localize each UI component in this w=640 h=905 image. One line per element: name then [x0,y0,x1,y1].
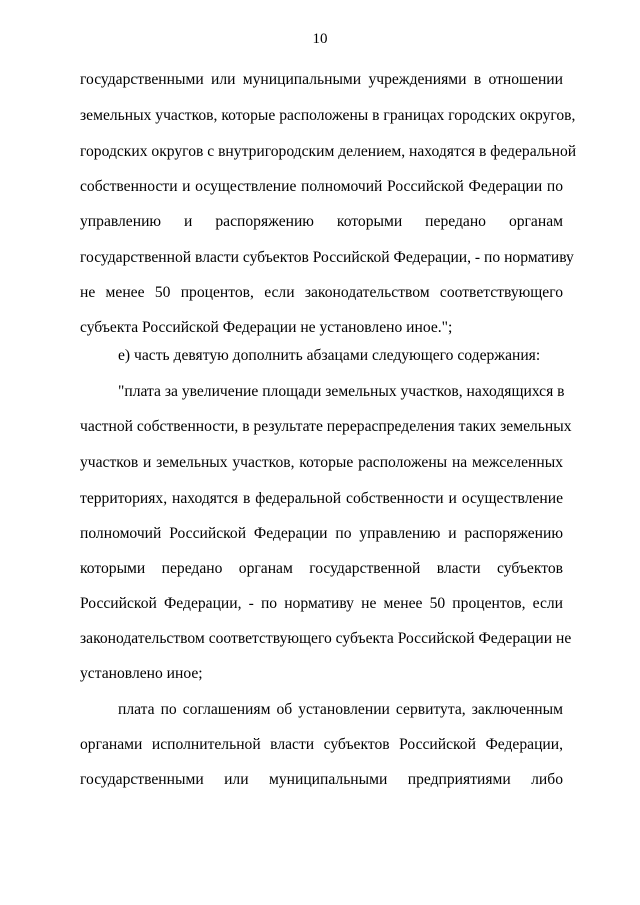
text-line-13: территориях, находятся в федеральной собственности и осуществление [80,490,563,507]
page-number: 10 [312,31,328,47]
text-line-20: органами исполнительной власти субъектов Российской Федерации, [80,736,563,753]
text-line-12: участков и земельных участков, которые расположены на межселенных [80,454,563,471]
text-line-15: которыми передано органам государственной власти субъектов [80,560,563,577]
text-line-7: не менее 50 процентов, если законодательством соответствующего [80,284,563,301]
text-line-1: государственными или муниципальными учреждениями в отношении [80,71,563,88]
text-line-9: е) часть девятую дополнить абзацами следующего содержания: [118,347,541,364]
text-line-17: законодательством соответствующего субъекта Российской Федерации не [80,630,572,647]
text-line-2: земельных участков, которые расположены в границах городских округов, [80,107,576,124]
text-line-10: "плата за увеличение площади земельных участков, находящихся в [118,383,565,400]
text-line-18: установлено иное; [80,665,203,682]
text-line-6: государственной власти субъектов Российской Федерации, - по нормативу [80,249,574,266]
text-line-16: Российской Федерации, - по нормативу не менее 50 процентов, если [80,595,563,612]
text-line-3: городских округов с внутригородским делением, находятся в федеральной [80,143,577,160]
text-line-14: полномочий Российской Федерации по управлению и распоряжению [80,525,563,542]
text-line-5: управлению и распоряжению которыми передано органам [80,213,563,230]
text-line-8: субъекта Российской Федерации не установлено иное."; [80,319,453,336]
text-line-19: плата по соглашениям об установлении сервитута, заключенным [118,701,563,718]
text-line-21: государственными или муниципальными предприятиями либо [80,771,563,788]
text-line-11: частной собственности, в результате перераспределения таких земельных [80,418,572,435]
text-line-4: собственности и осуществление полномочий Российской Федерации по [80,178,563,195]
